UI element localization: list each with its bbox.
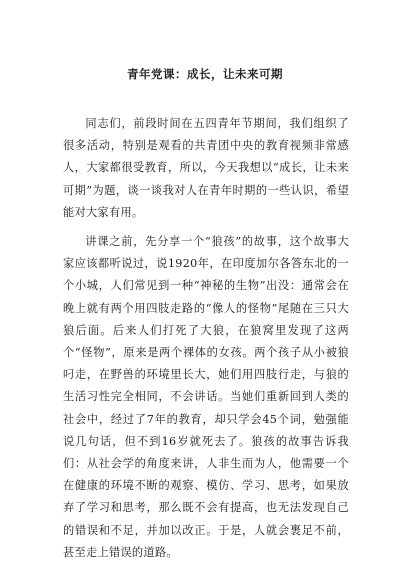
paragraph-1: 同志们，前段时间在五四青年节期间，我们组织了很多活动，特别是观看的共青团中央的教育视频非常感人，大家都很受教育，所以，今天我想以“成长，让未来可期”为题，谈一谈我对人在青年时期的一些认识，希望能对大家有用。: [63, 117, 349, 219]
document-body: [63, 113, 349, 571]
document-title: 青年党课：成长，让未来可期: [127, 67, 283, 81]
paragraph-2: 讲课之前，先分享一个“狼孩”的故事，这个故事大家应该都听说过，说1920年，在印度加尔各答东北的一个小城，人们常见到一种“神秘的生物”出没：通常会在晚上就有两个用四肢走路的“像人的怪物”尾随在三只大狼后面。后来人们打死了大狼，在狼窝里发现了这两个“怪物”，原来是两个裸体的女孩。两个孩子从小被狼叼走，在野兽的环境里长大，她们用四肢行走，与狼的生活习性完全相同，不会讲话。当她们重新回到人类的社会中，经过了7年的教育，却只学会45个词，勉强能说几句话，但不到16岁就死去了。狼孩的故事告诉我们：从社会学的角度来讲，人非生而为人，他需要一个在健康的环境不断的观察、模仿、学习、思考，如果放弃了学习和思考，那么既不会有提高，也无法发现自己的错误和不足，并加以改正。于是，人就会裹足不前，甚至走上错误的道路。: [63, 235, 349, 559]
